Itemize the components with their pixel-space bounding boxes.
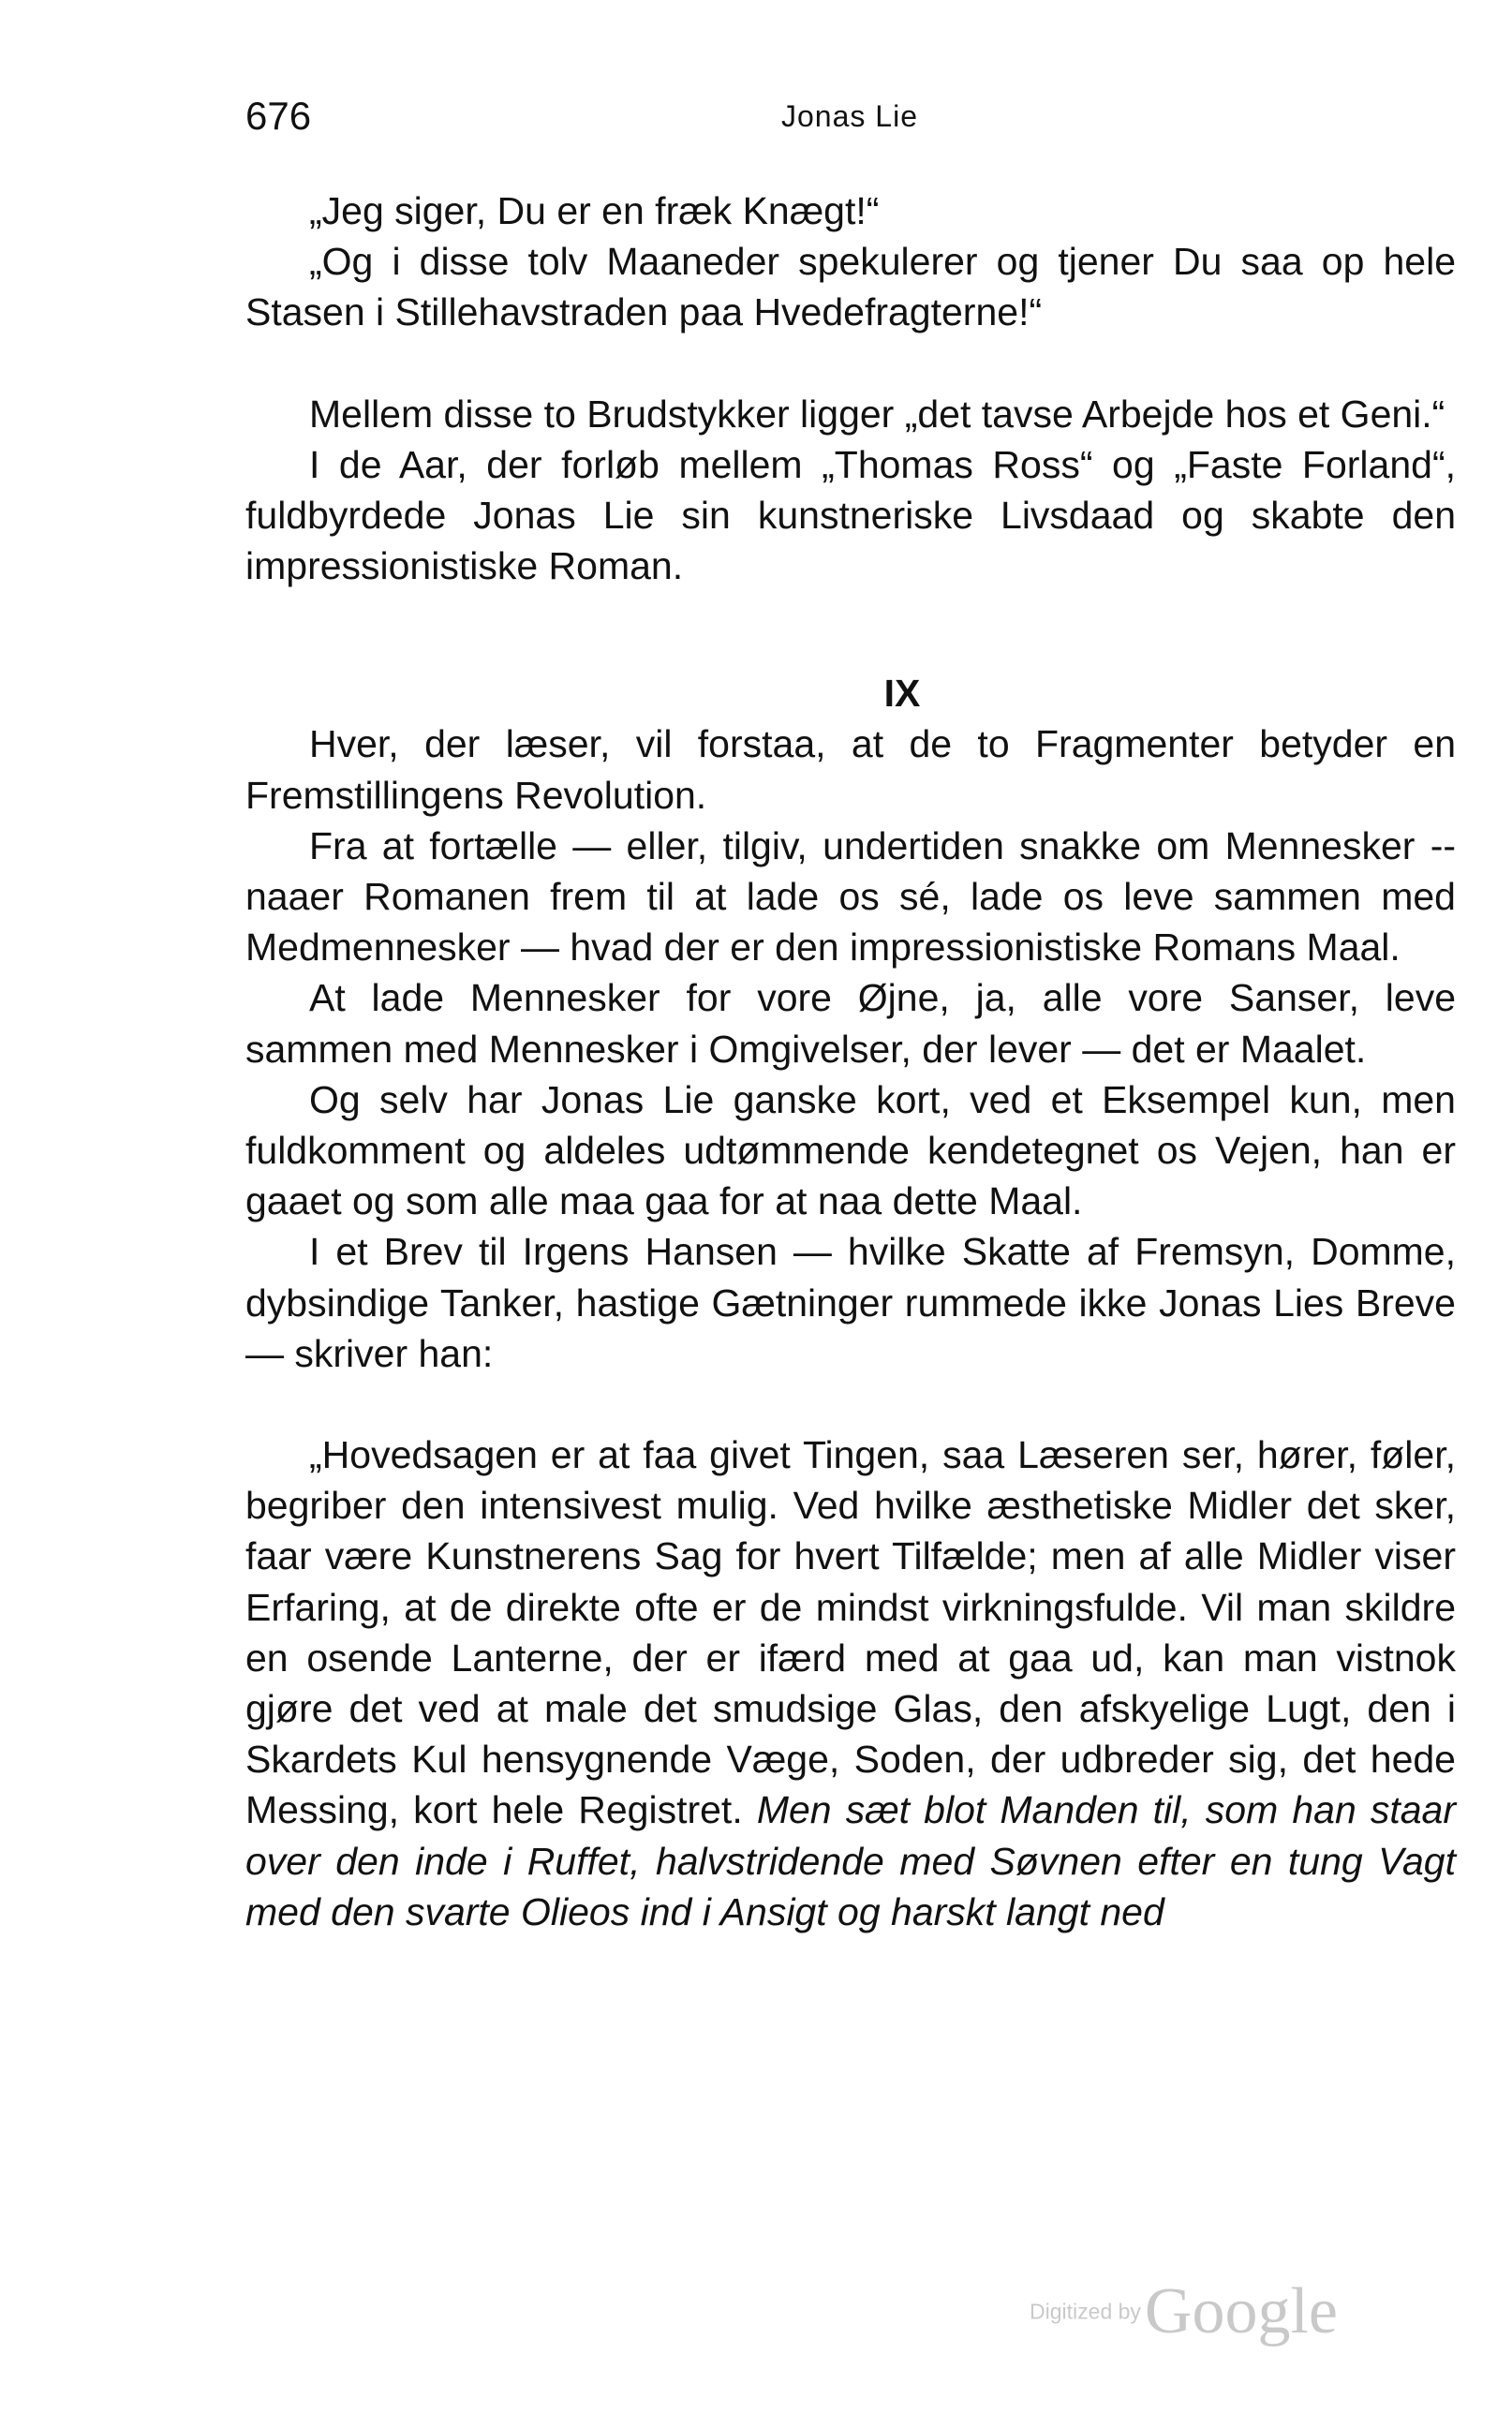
paragraph: I de Aar, der forløb mellem „Thomas Ross“ og „Faste Forland“, fuldbyrdede Jonas Lie sin kunstneriske Livsdaad og skabte den impressionistiske Roman. bbox=[245, 442, 1456, 588]
page-header bbox=[245, 94, 1454, 150]
quote-text: „Hovedsagen er at faa givet Tingen, saa Læseren ser, hører, føler, begriber den intensivest mulig. Ved hvilke æsthetiske Midler det sker, faar være Kunstnerens Sag for hvert Tilfælde; men af alle Midler viser Erfaring, at de direkte ofte er de mindst virkningsfulde. Vil man skildre en osende Lanterne, der er ifærd med at gaa ud, kan man vistnok gjøre det ved at male det smudsige Glas, den afskyelige Lugt, den i Skardets Kul hensygnende Væge, Soden, der udbreder sig, det hede Messing, kort hele Registret. bbox=[245, 1433, 1456, 1832]
paragraph: Fra at fortælle — eller, tilgiv, undertiden snakke om Mennesker -- naaer Romanen frem til at lade os sé, lade os leve sammen med Medmennesker — hvad der er den impressionistiske Romans Maal. bbox=[245, 823, 1456, 970]
paragraph: Mellem disse to Brudstykker ligger „det tavse Arbejde hos et Geni.“ bbox=[309, 392, 1445, 436]
section-heading: IX bbox=[883, 672, 921, 716]
paragraph: I et Brev til Irgens Hansen — hvilke Skatte af Fremsyn, Domme, dybsindige Tanker, hastige Gætninger rummede ikke Jonas Lies Breve — skriver han: bbox=[245, 1230, 1456, 1375]
spacer bbox=[245, 1379, 1456, 1429]
dialogue-line: „Og i disse tolv Maaneder spekulerer og tjener Du saa op hele Stasen i Stillehavstraden paa Hvedefragterne!“ bbox=[245, 240, 1456, 334]
paragraph: Og selv har Jonas Lie ganske kort, ved et Eksempel kun, men fuldkomment og aldeles udtømmende kendetegnet os Vejen, han er gaaet og som alle maa gaa for at naa dette Maal. bbox=[245, 1077, 1456, 1223]
google-logo: Google bbox=[1144, 2275, 1338, 2347]
page-number: 676 bbox=[245, 94, 312, 138]
paragraph: At lade Mennesker for vore Øjne, ja, alle vore Sanser, leve sammen med Mennesker i Omgivelser, der lever — det er Maalet. bbox=[245, 976, 1456, 1071]
watermark-prefix: Digitized by bbox=[1030, 2299, 1141, 2324]
digitized-watermark bbox=[1030, 2274, 1338, 2349]
running-head: Jonas Lie bbox=[781, 99, 918, 133]
paragraph: Hver, der læser, vil forstaa, at de to Fragmenter betyder en Fremstillingens Revolution. bbox=[245, 722, 1456, 817]
block-quote bbox=[245, 1429, 1456, 1937]
spacer bbox=[245, 338, 1456, 389]
body-text bbox=[245, 185, 1456, 1937]
quote-italic-text: Men sæt blot Manden til, som han staar over den inde i Ruffet, halvstridende med Søvnen efter en tung Vagt med den svarte Olieos ind i Ansigt og harskt langt ned bbox=[245, 1788, 1457, 1933]
spacer bbox=[245, 591, 1456, 668]
dialogue-line: „Jeg siger, Du er en fræk Knægt!“ bbox=[309, 189, 880, 232]
